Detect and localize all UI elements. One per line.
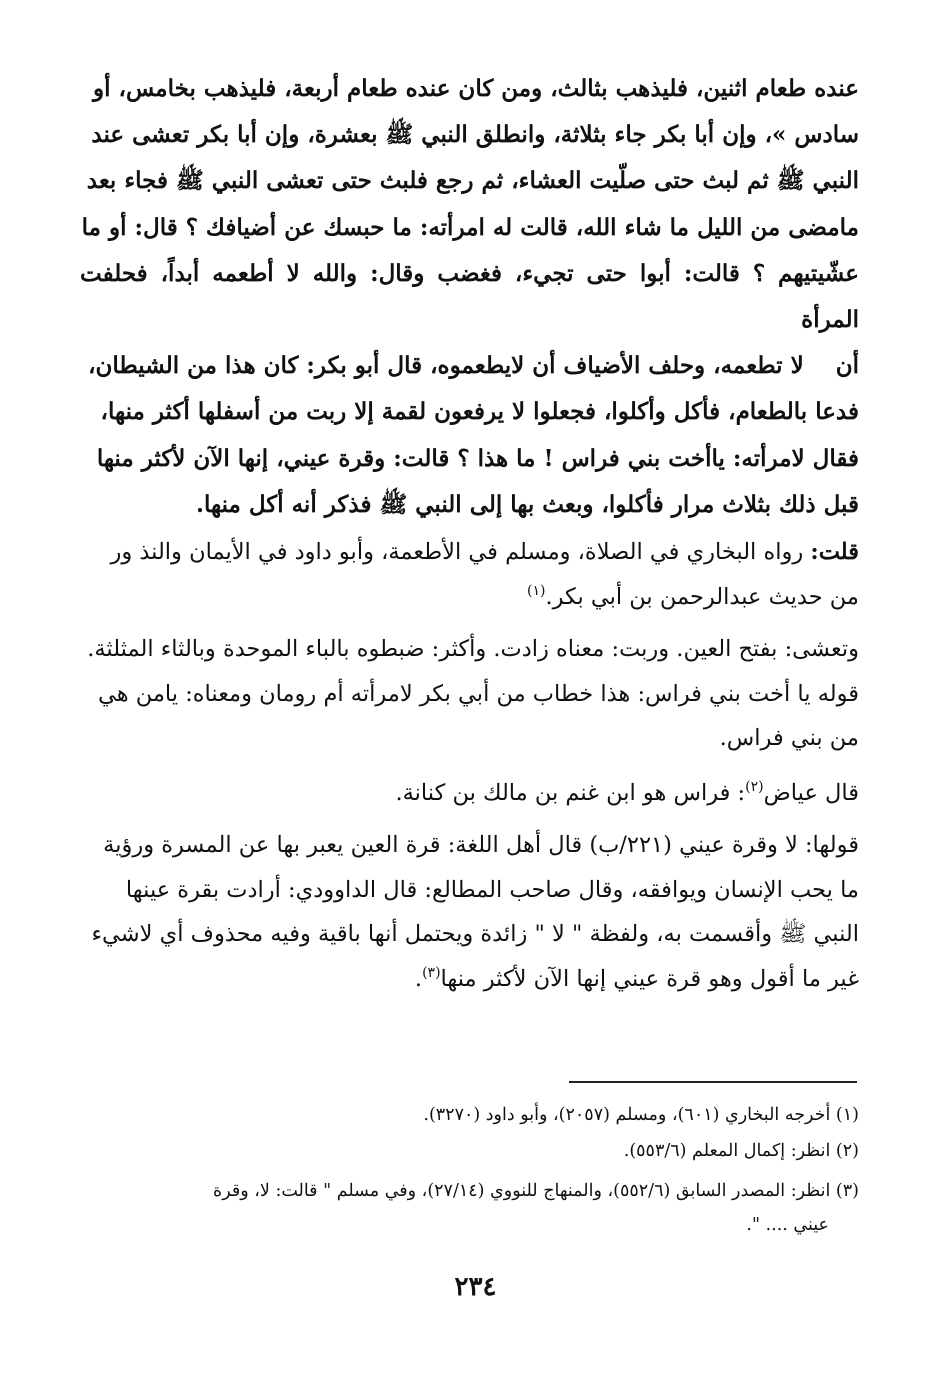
qawluha-line-3: النبي ﷺ وأقسمت به، ولفظة " لا " زائدة ويحتمل أنها باقية وفيه محذوف أي لاشيء <box>91 921 859 948</box>
footnote-3-line-2: عيني .... ". <box>746 1215 829 1235</box>
qult-text-2: من حديث عبدالرحمن بن أبي بكر. <box>545 583 859 610</box>
footnotes <box>80 1098 859 1242</box>
hadith-line: مامضى من الليل ما شاء الله، قالت له امرأته: ما حبسك عن أضيافك ؟ قال: أو ما <box>81 213 859 241</box>
footnote-ref-3: (٣) <box>422 964 441 981</box>
qawluha-line-2: ما يحب الإنسان ويوافقه، وقال صاحب المطالع: قال الداوودي: أرادت بقرة عينها <box>125 876 859 903</box>
footnote-3 <box>80 1174 859 1242</box>
qawluha-line-4: غير ما أقول وهو قرة عيني إنها الآن لأكثر منها <box>440 965 859 992</box>
footnote-2: (٢) انظر: إكمال المعلم (٥٥٣/٦). <box>623 1141 859 1161</box>
footnote-1: (١) أخرجه البخاري (٦٠١)، ومسلم (٢٠٥٧)، وأبو داود (٣٢٧٠). <box>423 1105 859 1125</box>
hadith-line: قبل ذلك بثلاث مرار فأكلوا، وبعث بها إلى النبي ﷺ فذكر أنه أكل منها. <box>195 490 859 518</box>
footnote-ref-2: (٢) <box>745 778 764 795</box>
qawluhu-line-1: قوله يا أخت بني فراس: هذا خطاب من أبي بكر لامرأته أم رومان ومعناه: يامن هي <box>97 680 859 707</box>
hadith-line: فقال لامرأته: ياأخت بني فراس ! ما هذا ؟ قالت: وقرة عيني، إنها الآن لأكثر منها <box>96 444 859 472</box>
hadith-line: عشّيتيهم ؟ قالت: أبوا حتى تجيء، فغضب وقال: والله لا أطعمه أبداً، فحلفت المرأة <box>80 259 859 334</box>
hadith-text <box>80 66 859 528</box>
footnote-divider <box>569 1081 857 1083</box>
qawluha-line-1: قولها: لا وقرة عيني (٢٢١/ب) قال أهل اللغة: قرة العين يعبر بها عن المسرة ورؤية <box>103 832 859 859</box>
hadith-line: عنده طعام اثنين، فليذهب بثالث، ومن كان عنده طعام أربعة، فليذهب بخامس، أو <box>93 75 859 102</box>
iyad-before: قال عياض <box>763 779 859 806</box>
hadith-line: فدعا بالطعام، فأكل وأكلوا، فجعلوا لا يرفعون لقمة إلا ربت من أسفلها أكثر منها، <box>100 398 859 426</box>
page-number: ٢٣٤ <box>454 1272 497 1302</box>
qawluha-paragraph <box>80 823 859 1001</box>
qult-paragraph <box>80 530 859 619</box>
hadith-line: النبي ﷺ ثم لبث حتى صلّيت العشاء، ثم رجع فلبث حتى تعشى النبي ﷺ فجاء بعد <box>86 167 859 195</box>
footnote-ref-1: (١) <box>527 582 546 599</box>
qawluhu-line-2: من بني فراس. <box>719 725 859 752</box>
qult-label: قلت: <box>810 539 859 566</box>
qawluha-end: . <box>414 965 423 992</box>
hadith-line: سادس »، وإن أبا بكر جاء بثلاثة، وانطلق النبي ﷺ بعشرة، وإن أبا بكر تعشى عند <box>91 121 859 149</box>
tasha-text: وتعشى: بفتح العين. وربت: معناه زادت. وأكثر: ضبطوه بالباء الموحدة وبالثاء المثلثة. <box>87 636 859 663</box>
iyad-paragraph <box>80 771 859 816</box>
qult-text: رواه البخاري في الصلاة، ومسلم في الأطعمة، وأبو داود في الأيمان والنذ ور <box>110 539 804 566</box>
tasha-paragraph <box>80 627 859 672</box>
qawluhu-paragraph <box>80 672 859 761</box>
iyad-after: : فراس هو ابن غنم بن مالك بن كنانة. <box>395 779 746 806</box>
footnote-3-line-1: (٣) انظر: المصدر السابق (٥٥٢/٦)، والمنهاج للنووي (٢٧/١٤)، وفي مسلم " قالت: لا، وقرة <box>213 1181 859 1201</box>
hadith-line: أن لا تطعمه، وحلف الأضياف أن لايطعموه، قال أبو بكر: كان هذا من الشيطان، <box>88 352 859 380</box>
